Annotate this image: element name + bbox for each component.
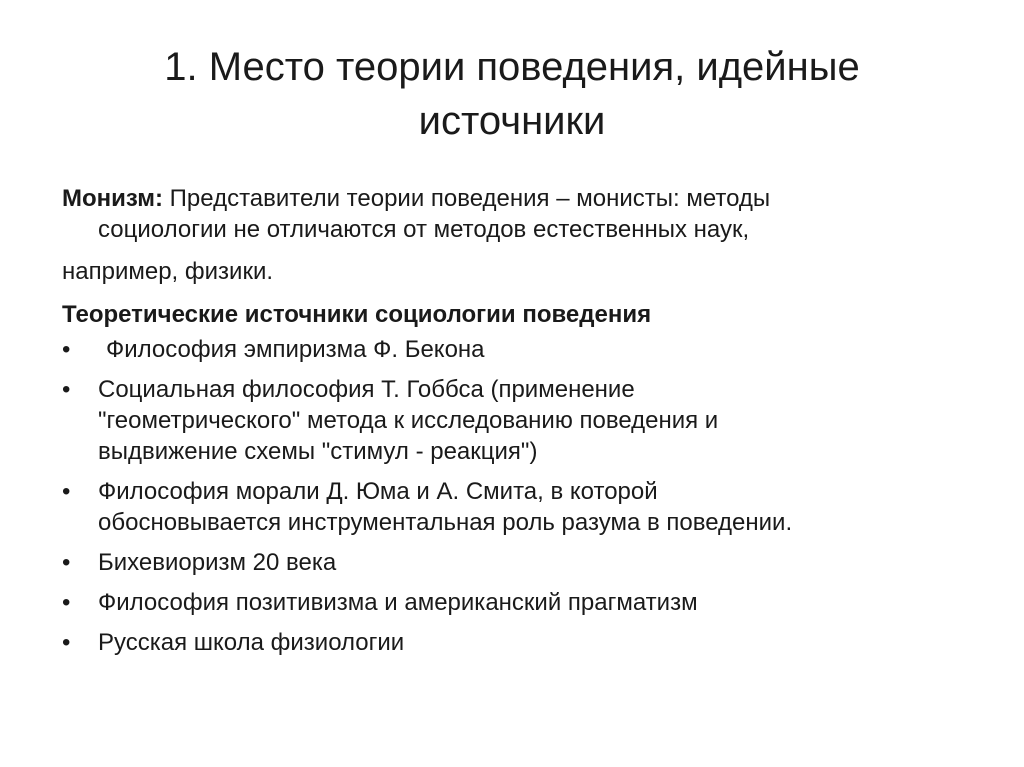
list-item-line: "геометрического" метода к исследованию поведения и	[98, 407, 719, 434]
list-item	[62, 476, 962, 538]
bullet-icon: •	[62, 629, 71, 656]
list-item	[62, 627, 962, 658]
slide-title-line-2: источники	[418, 99, 606, 143]
slide-title	[60, 40, 964, 148]
list-item-line: Социальная философия Т. Гоббса (применение	[98, 376, 635, 403]
list-item-line: Философия морали Д. Юма и А. Смита, в которой	[98, 478, 658, 505]
slide-content	[62, 183, 962, 667]
list-item-text	[98, 587, 962, 618]
monism-term: Монизм:	[62, 185, 163, 212]
list-item-text	[98, 374, 962, 467]
list-item-text	[98, 547, 962, 578]
list-item-line: Бихевиоризм 20 века	[98, 549, 337, 576]
list-item-text	[98, 476, 962, 538]
list-item-line: Философия позитивизма и американский прагматизм	[98, 589, 698, 616]
sources-list	[62, 334, 962, 658]
bullet-icon: •	[62, 336, 71, 363]
monism-text-line-3: например, физики.	[62, 258, 274, 285]
bullet-icon: •	[62, 589, 71, 616]
bullet-icon: •	[62, 376, 71, 403]
list-item	[62, 374, 962, 467]
list-item-line: Философия эмпиризма Ф. Бекона	[106, 336, 485, 363]
list-item-line: выдвижение схемы "стимул - реакция")	[98, 438, 538, 465]
list-item-line: Русская школа физиологии	[98, 629, 405, 656]
list-item-text	[98, 627, 962, 658]
bullet-icon: •	[62, 549, 71, 576]
monism-text-line-2: социологии не отличаются от методов естественных наук,	[98, 216, 750, 243]
list-item	[62, 334, 962, 365]
list-item	[62, 547, 962, 578]
monism-text-line-1: Представители теории поведения – монисты: методы	[162, 185, 771, 212]
sources-heading: Теоретические источники социологии поведения	[62, 301, 652, 328]
list-item	[62, 587, 962, 618]
monism-paragraph	[62, 183, 962, 287]
list-item-line: обосновывается инструментальная роль разума в поведении.	[98, 509, 793, 536]
list-item-text	[98, 334, 962, 365]
bullet-icon: •	[62, 478, 71, 505]
slide-title-line-1: 1. Место теории поведения, идейные	[164, 45, 860, 89]
